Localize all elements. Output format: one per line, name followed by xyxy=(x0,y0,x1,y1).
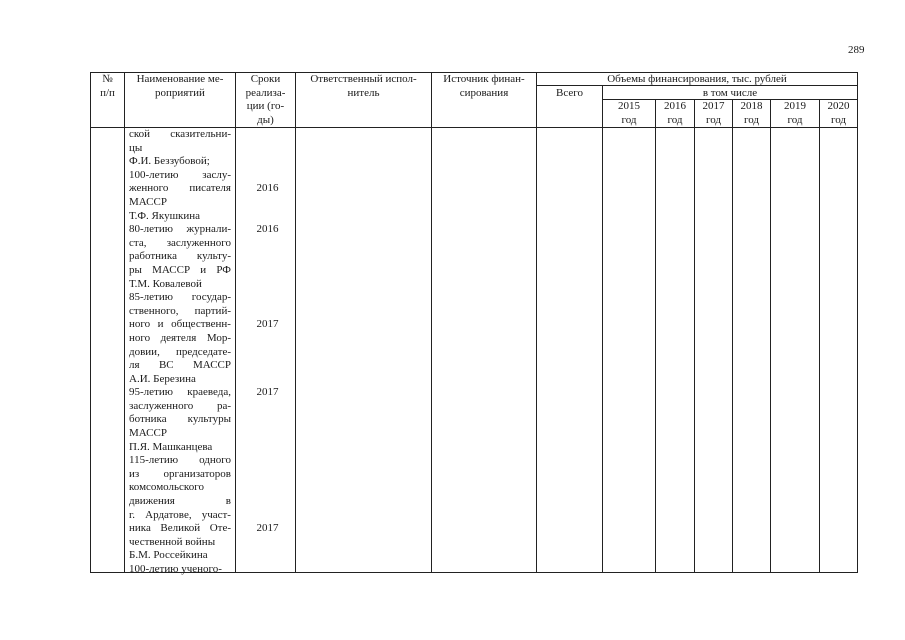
activity-name-line: МАССР xyxy=(129,195,167,208)
activity-name-line: из организаторов xyxy=(129,467,231,480)
activity-name-line: 85-летию государ- xyxy=(129,291,231,304)
activity-name-line: ры МАССР и РФ xyxy=(129,263,231,276)
vline-10 xyxy=(770,100,771,573)
header-year-2016: 2016 год xyxy=(664,100,686,126)
activity-name-line: комсомольского xyxy=(129,481,204,494)
header-name: Наименование ме- роприятий xyxy=(136,73,224,99)
activity-name-line: движения в xyxy=(129,495,231,508)
activity-name-line: Ф.И. Беззубовой; xyxy=(129,155,210,168)
vline-8 xyxy=(694,100,695,573)
vline-3 xyxy=(295,72,296,573)
activity-name-line: П.Я. Машканцева xyxy=(129,440,213,453)
term-year: 2016 xyxy=(256,223,279,236)
activity-name-line: ста, заслуженного xyxy=(129,236,231,249)
activity-name-line: ботника культуры xyxy=(129,413,231,426)
activity-name-line: цы xyxy=(129,141,143,154)
header-executor: Ответственный испол- нитель xyxy=(310,73,417,99)
page-number: 289 xyxy=(848,44,865,56)
activity-name-line: 80-летию журнали- xyxy=(129,223,231,236)
activity-name-line: ника Великой Оте- xyxy=(129,522,231,535)
activity-name-line: Т.Ф. Якушкина xyxy=(129,209,201,222)
vline-6 xyxy=(602,86,603,573)
activity-name-line: ской сказительни- xyxy=(129,128,231,140)
header-num: № п/п xyxy=(100,73,115,99)
activity-name-cell xyxy=(129,128,231,577)
activity-name-line: 100-летию ученого- xyxy=(129,563,222,575)
header-year-2019: 2019 год xyxy=(784,100,806,126)
activity-name-line: женного писателя xyxy=(129,182,231,195)
activity-name-line: ственного, партий- xyxy=(129,304,231,317)
header-volumes: Объемы финансирования, тыс. рублей xyxy=(607,73,787,85)
header-year-2018: 2018 год xyxy=(740,100,763,126)
vline-4 xyxy=(431,72,432,573)
activity-name-line: А.И. Березина xyxy=(129,372,196,385)
activity-name-line: г. Ардатове, участ- xyxy=(129,508,231,521)
activity-name-line: работника культу- xyxy=(129,250,231,263)
header-year-2020: 2020 год xyxy=(827,100,850,126)
activity-name-line: ного деятеля Мор- xyxy=(129,331,231,344)
activity-name-line: заслуженного ра- xyxy=(129,399,231,412)
vline-7 xyxy=(655,100,656,573)
vline-11 xyxy=(819,100,820,573)
activity-name-line: Б.М. Россейкина xyxy=(129,549,208,562)
vline-2 xyxy=(235,72,236,573)
activity-name-line: ного и общественн- xyxy=(129,318,231,331)
vline-9 xyxy=(732,100,733,573)
header-source: Источник финан- сирования xyxy=(443,73,525,99)
header-including: в том числе xyxy=(702,87,758,99)
term-year: 2017 xyxy=(256,386,279,399)
activity-name-line: ля ВС МАССР xyxy=(129,359,231,372)
activity-name-line: довии, председате- xyxy=(129,345,231,358)
activity-name-line: 100-летию заслу- xyxy=(129,168,231,181)
activity-name-line: 95-летию краеведа, xyxy=(129,386,231,399)
activity-name-line: МАССР xyxy=(129,427,167,440)
term-year: 2017 xyxy=(256,318,279,331)
header-total: Всего xyxy=(556,87,583,99)
header-year-2015: 2015 год xyxy=(618,100,640,126)
activity-name-line: чественной войны xyxy=(129,535,216,548)
vline-1 xyxy=(124,72,125,573)
activity-name-line: Т.М. Ковалевой xyxy=(129,277,202,290)
term-year: 2017 xyxy=(256,522,279,535)
vline-5 xyxy=(536,72,537,573)
header-year-2017: 2017 год xyxy=(702,100,725,126)
vline-left xyxy=(90,72,91,573)
vline-right xyxy=(857,72,858,573)
activity-name-line: 115-летию одного xyxy=(129,454,231,467)
term-year: 2016 xyxy=(256,182,279,195)
header-terms: Сроки реализа- ции (го- ды) xyxy=(245,73,286,126)
